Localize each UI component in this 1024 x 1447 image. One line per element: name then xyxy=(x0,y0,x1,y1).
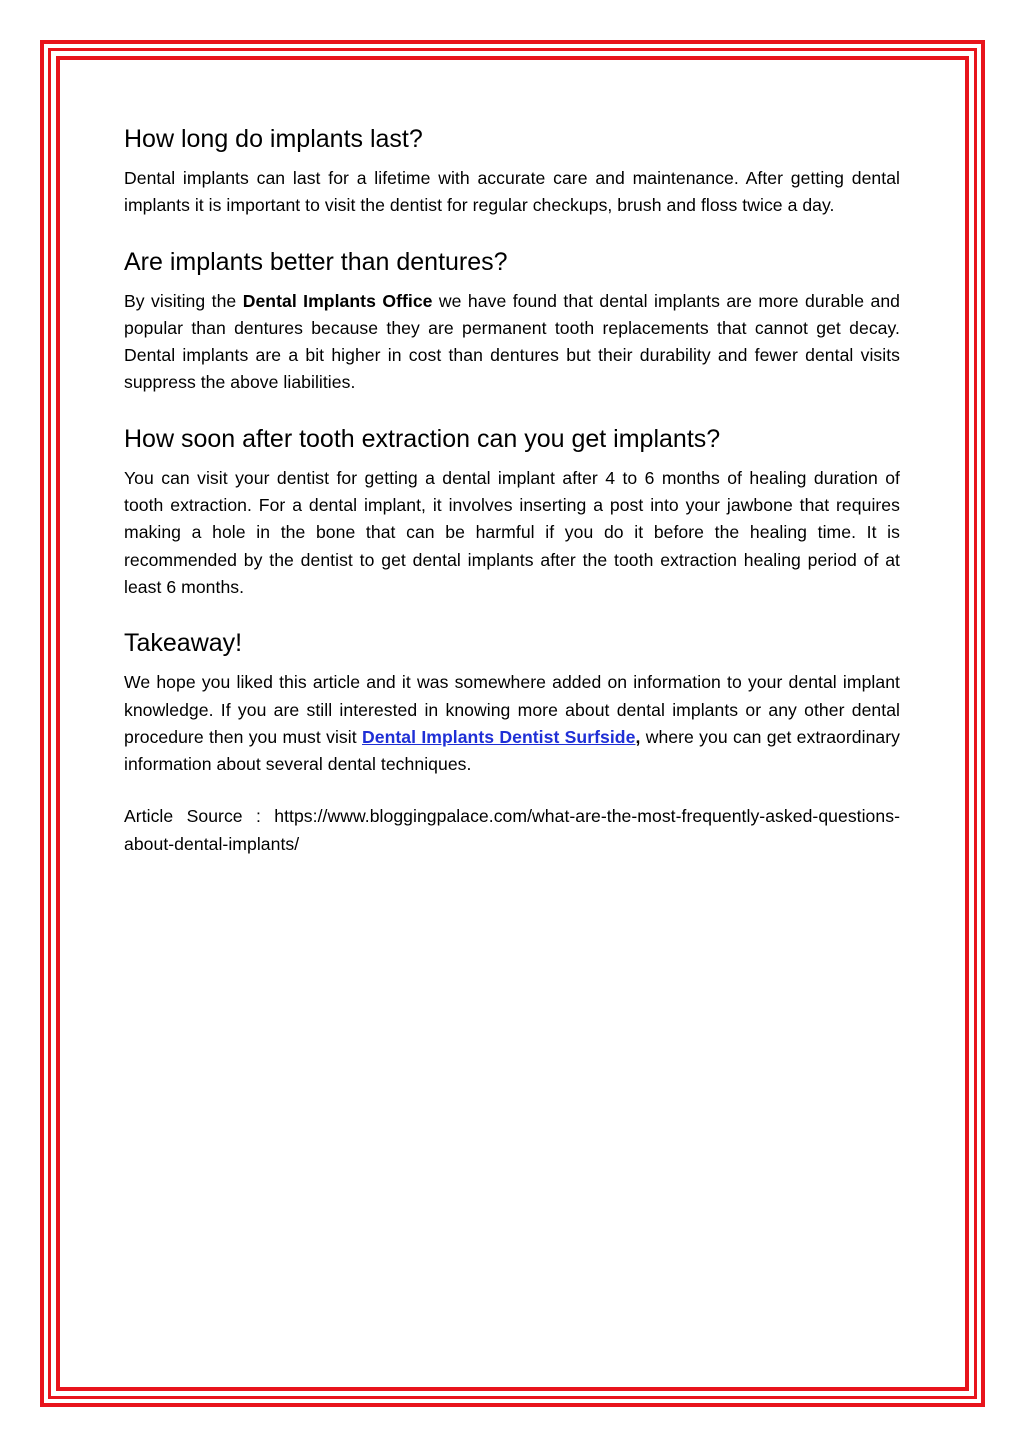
bold-office-name: Dental Implants Office xyxy=(242,290,433,311)
section-body-timing: You can visit your dentist for getting a dental implant after 4 to 6 months of healing duration of tooth extraction. For a dental implant, it involves inserting a post into your jawbone that requires making a hole in the bone that can be harmful if you do it before the healing time. It is recommended by the dentist to get dental implants after the tooth extraction healing period of at least 6 months. xyxy=(124,467,900,597)
body-text: By visiting the xyxy=(124,290,243,311)
section-heading-takeaway: Takeaway! xyxy=(124,629,243,658)
comma: , xyxy=(635,726,641,747)
section-body-lifespan: Dental implants can last for a lifetime with accurate care and maintenance. After getting dental implants it is important to visit the dentist for regular checkups, brush and floss twice a day. xyxy=(124,168,900,216)
section-body-implants-vs-dentures xyxy=(124,288,900,397)
body-text: We hope you liked this article and it was somewhere added on information to your dental implant knowledge. If you are still interested in knowing more about dental implants or any other dental procedure then you must visit xyxy=(124,672,900,747)
section-heading-timing: How soon after tooth extraction can you get implants? xyxy=(124,424,721,453)
article-source: Article Source : https://www.bloggingpalace.com/what-are-the-most-frequently-asked-questions-about-dental-implants/ xyxy=(124,806,900,854)
body-text: we have found that dental implants are more durable and popular than dentures because they are permanent tooth replacements that cannot get decay. Dental implants are a bit higher in cost than dentures but their durability and fewer dental visits suppress the above liabilities. xyxy=(124,290,901,393)
section-heading-implants-vs-dentures: Are implants better than dentures? xyxy=(124,247,508,276)
section-body-takeaway xyxy=(124,669,900,778)
dentist-surfside-link[interactable]: Dental Implants Dentist Surfside xyxy=(361,726,636,747)
article-content xyxy=(124,122,900,883)
section-heading-lifespan: How long do implants last? xyxy=(124,125,423,153)
body-text: where you can get extraordinary information about several dental techniques. xyxy=(124,726,901,775)
